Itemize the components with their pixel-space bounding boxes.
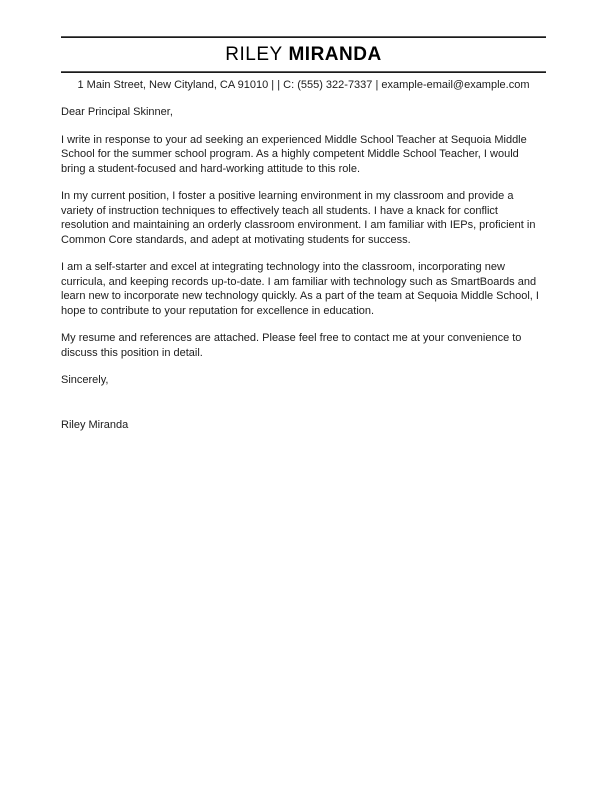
header-rule-bottom [61,71,546,73]
letter-header [61,36,546,92]
closing: Sincerely, [61,374,109,386]
body-paragraph-4: My resume and references are attached. Please feel free to contact me at your convenience to discuss this position in detail. [61,332,522,359]
first-name: RILEY [225,44,283,65]
contact-line: 1 Main Street, New Cityland, CA 91010 | | C: (555) 322-7337 | example-email@example.com [77,79,530,91]
letter-content [61,36,546,432]
body-paragraph-1: I write in response to your ad seeking an experienced Middle School Teacher at Sequoia Middle School for the summer school program. As a highly competent Middle School Teacher, I would bring a student-focused and hard-working attitude to this role. [61,133,527,175]
body-paragraph-2: In my current position, I foster a positive learning environment in my classroom and provide a variety of instruction techniques to effectively teach all students. I have a knack for conflict resolution and maintaining an orderly classroom environment. I am familiar with IEPs, proficient in Common Core standards, and adept at motivating students for success. [61,190,536,246]
salutation: Dear Principal Skinner, [61,106,173,118]
page-title [61,38,546,71]
last-name: MIRANDA [288,44,382,65]
signature-name: Riley Miranda [61,418,129,431]
body-paragraph-3: I am a self-starter and excel at integrating technology into the classroom, incorporating new curricula, and keeping records up-to-date. I am familiar with technology such as SmartBoards and learn new to incorporate new technology quickly. As a part of the team at Sequoia Middle School, I hope to contribute to your reputation for excellence in education. [61,261,539,317]
letter-body [61,105,546,432]
